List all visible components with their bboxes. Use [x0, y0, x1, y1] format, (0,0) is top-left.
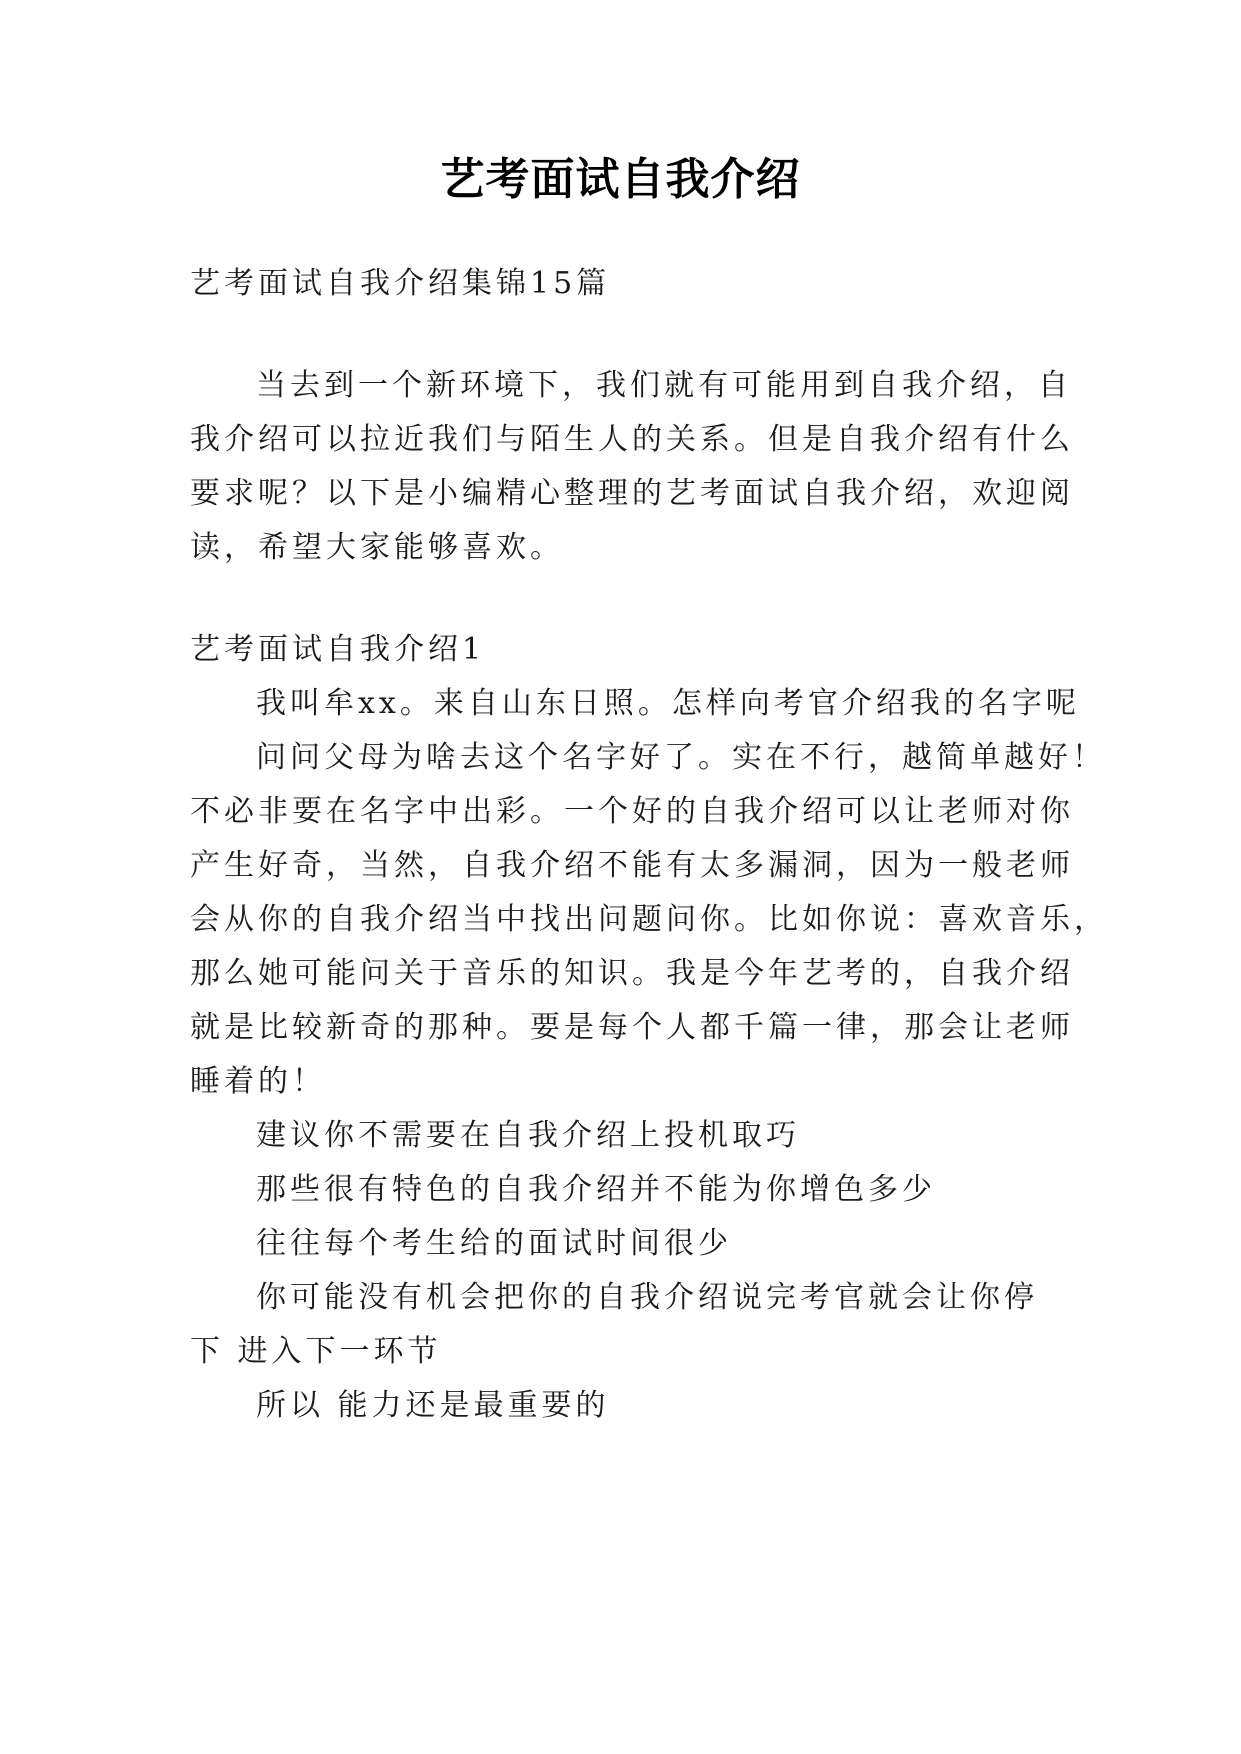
body-line: 建议你不需要在自我介绍上投机取巧: [256, 1118, 800, 1153]
section-heading: 艺考面试自我介绍1: [190, 632, 486, 667]
intro-line: 要求呢？以下是小编精心整理的艺考面试自我介绍，欢迎阅: [190, 476, 1074, 511]
body-line: 往往每个考生给的面试时间很少: [256, 1226, 732, 1261]
body-line: 所以 能力还是最重要的: [256, 1388, 610, 1423]
body-line: 就是比较新奇的那种。要是每个人都千篇一律，那会让老师: [190, 1010, 1074, 1045]
document-subtitle: 艺考面试自我介绍集锦15篇: [190, 266, 611, 301]
body-line: 不必非要在名字中出彩。一个好的自我介绍可以让老师对你: [190, 794, 1074, 829]
body-line: 会从你的自我介绍当中找出问题问你。比如你说：喜欢音乐，: [190, 902, 1108, 937]
body-line: 下 进入下一环节: [190, 1334, 442, 1369]
body-line: 那么她可能问关于音乐的知识。我是今年艺考的，自我介绍: [190, 956, 1074, 991]
body-line: 我叫牟xx。来自山东日照。怎样向考官介绍我的名字呢: [256, 686, 1080, 721]
intro-line: 我介绍可以拉近我们与陌生人的关系。但是自我介绍有什么: [190, 422, 1074, 457]
body-line: 问问父母为啥去这个名字好了。实在不行，越简单越好！: [256, 740, 1106, 775]
body-line: 你可能没有机会把你的自我介绍说完考官就会让你停: [256, 1280, 1038, 1315]
body-line: 睡着的！: [190, 1064, 326, 1099]
body-line: 那些很有特色的自我介绍并不能为你增色多少: [256, 1172, 936, 1207]
body-line: 产生好奇，当然，自我介绍不能有太多漏洞，因为一般老师: [190, 848, 1074, 883]
document-title: 艺考面试自我介绍: [440, 154, 801, 205]
intro-line: 读，希望大家能够喜欢。: [190, 530, 564, 565]
intro-line: 当去到一个新环境下，我们就有可能用到自我介绍，自: [256, 368, 1072, 403]
